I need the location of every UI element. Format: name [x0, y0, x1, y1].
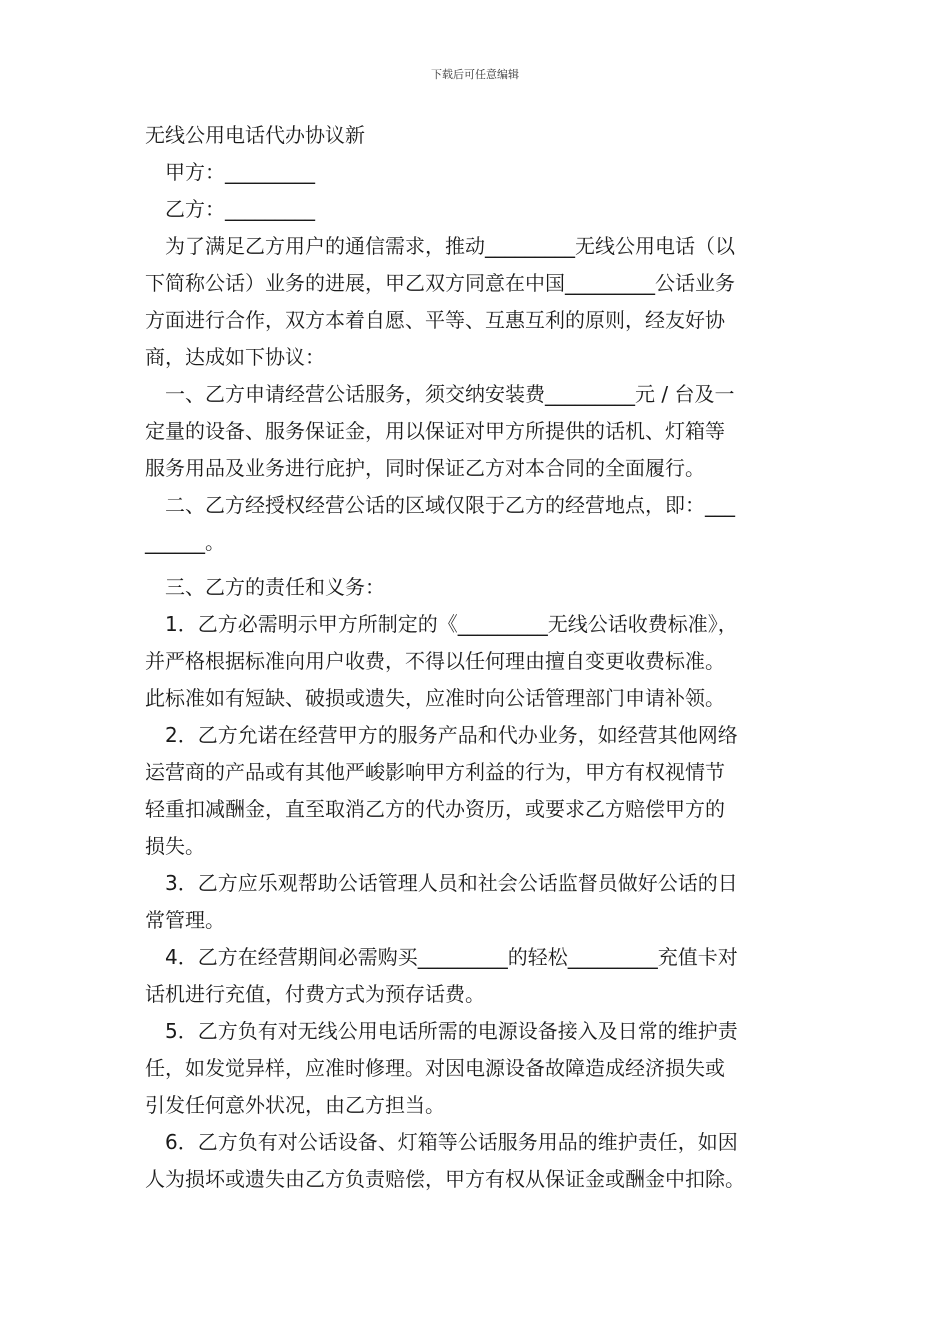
- text-line: 二、乙方经授权经营公话的区域仅限于乙方的经营地点，即：___: [165, 493, 735, 517]
- document-body: [145, 117, 825, 1198]
- text-line: 人为损坏或遗失由乙方负责赔偿，甲方有权从保证金或酬金中扣除。: [145, 1167, 745, 1191]
- text-line: 乙方：_________: [165, 197, 315, 221]
- text-line: 轻重扣减酬金，直至取消乙方的代办资历，或要求乙方赔偿甲方的: [145, 797, 725, 821]
- text-line: 任，如发觉异样，应准时修理。对因电源设备故障造成经济损失或: [145, 1056, 725, 1080]
- text-line: 6．乙方负有对公话设备、灯箱等公话服务用品的维护责任，如因: [165, 1130, 738, 1154]
- text-line: 损失。: [145, 834, 205, 858]
- text-line: 3．乙方应乐观帮助公话管理人员和社会公话监督员做好公话的日: [165, 871, 738, 895]
- text-line: 引发任何意外状况，由乙方担当。: [145, 1093, 445, 1117]
- text-line: 下简称公话）业务的进展，甲乙双方同意在中国_________公话业务: [145, 271, 735, 295]
- text-line: 三、乙方的责任和义务：: [165, 575, 385, 599]
- text-line: 甲方：_________: [165, 160, 315, 184]
- text-line: ______。: [145, 530, 225, 554]
- text-line: 为了满足乙方用户的通信需求，推动_________无线公用电话（以: [165, 234, 735, 258]
- text-line: 定量的设备、服务保证金，用以保证对甲方所提供的话机、灯箱等: [145, 419, 725, 443]
- text-line: 4．乙方在经营期间必需购买_________的轻松_________充值卡对: [165, 945, 738, 969]
- text-line: 服务用品及业务进行庇护，同时保证乙方对本合同的全面履行。: [145, 456, 705, 480]
- text-line: 此标准如有短缺、破损或遗失，应准时向公话管理部门申请补领。: [145, 686, 725, 710]
- page-header: 下载后可任意编辑: [431, 68, 519, 81]
- text-line: 2．乙方允诺在经营甲方的服务产品和代办业务，如经营其他网络: [165, 723, 738, 747]
- text-line: 常管理。: [145, 908, 225, 932]
- text-line: 5．乙方负有对无线公用电话所需的电源设备接入及日常的维护责: [165, 1019, 738, 1043]
- text-line: 话机进行充值，付费方式为预存话费。: [145, 982, 485, 1006]
- document-title: 无线公用电话代办协议新: [145, 123, 365, 147]
- text-line: 方面进行合作，双方本着自愿、平等、互惠互利的原则，经友好协: [145, 308, 725, 332]
- document-lines: [145, 154, 825, 1198]
- text-line: 一、乙方申请经营公话服务，须交纳安装费_________元 / 台及一: [165, 382, 735, 406]
- text-line: 运营商的产品或有其他严峻影响甲方利益的行为，甲方有权视情节: [145, 760, 725, 784]
- paragraph-gap: [145, 561, 825, 569]
- text-line: 并严格根据标准向用户收费，不得以任何理由擅自变更收费标准。: [145, 649, 725, 673]
- text-line: 商，达成如下协议：: [145, 345, 325, 369]
- text-line: 1．乙方必需明示甲方所制定的《_________无线公话收费标准》，: [165, 612, 738, 636]
